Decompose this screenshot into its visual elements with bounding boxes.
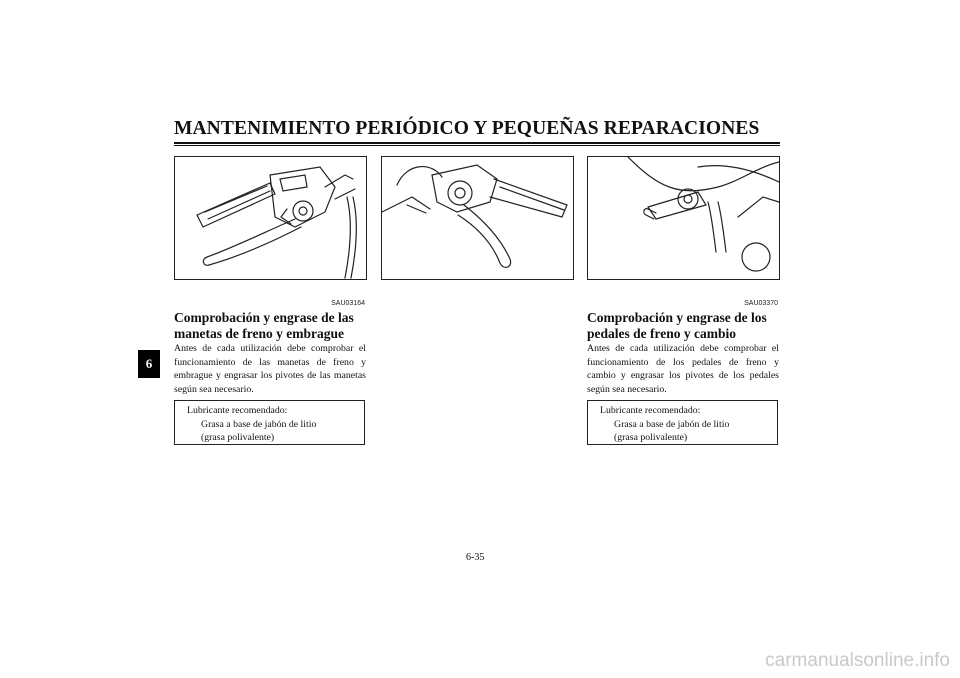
header-rule [174, 142, 780, 144]
lubricant-line: (grasa polivalente) [614, 432, 688, 443]
section-body: Antes de cada utilización debe comprobar el funcionamiento de los pedales de freno y cambio y engrasar los pivotes de los pedales según sea necesario. [587, 343, 779, 395]
figure-pedals [587, 156, 780, 280]
lubricant-line: Grasa a base de jabón de litio [201, 418, 317, 430]
watermark: carmanualsonline.info [765, 650, 950, 671]
header-rule-thin [174, 145, 780, 146]
section-body: Antes de cada utilización debe comprobar el funcionamiento de las manetas de freno y embrague y engrasar los pivotes de las manetas según sea necesario. [174, 343, 366, 395]
lubricant-box [174, 400, 365, 445]
page-number: 6-35 [466, 552, 485, 563]
heading-line: Comprobación y engrase de los [587, 310, 767, 325]
section-heading [174, 310, 374, 342]
section-code: SAU03370 [744, 300, 778, 307]
figure-clutch-lever [174, 156, 367, 280]
heading-line: pedales de freno y cambio [587, 326, 736, 341]
lubricant-line: Grasa a base de jabón de litio [614, 418, 730, 430]
lubricant-box [587, 400, 778, 445]
page-title: MANTENIMIENTO PERIÓDICO Y PEQUEÑAS REPARACIONES [174, 118, 760, 139]
heading-line: Comprobación y engrase de las [174, 310, 354, 325]
lubricant-label: Lubricante recomendado: [600, 405, 701, 416]
section-code: SAU03164 [331, 300, 365, 307]
chapter-tab: 6 [138, 350, 160, 378]
lubricant-label: Lubricante recomendado: [187, 405, 288, 416]
heading-line: manetas de freno y embrague [174, 326, 344, 341]
section-heading [587, 310, 787, 342]
lubricant-line: (grasa polivalente) [201, 432, 275, 443]
figure-brake-lever [381, 156, 574, 280]
